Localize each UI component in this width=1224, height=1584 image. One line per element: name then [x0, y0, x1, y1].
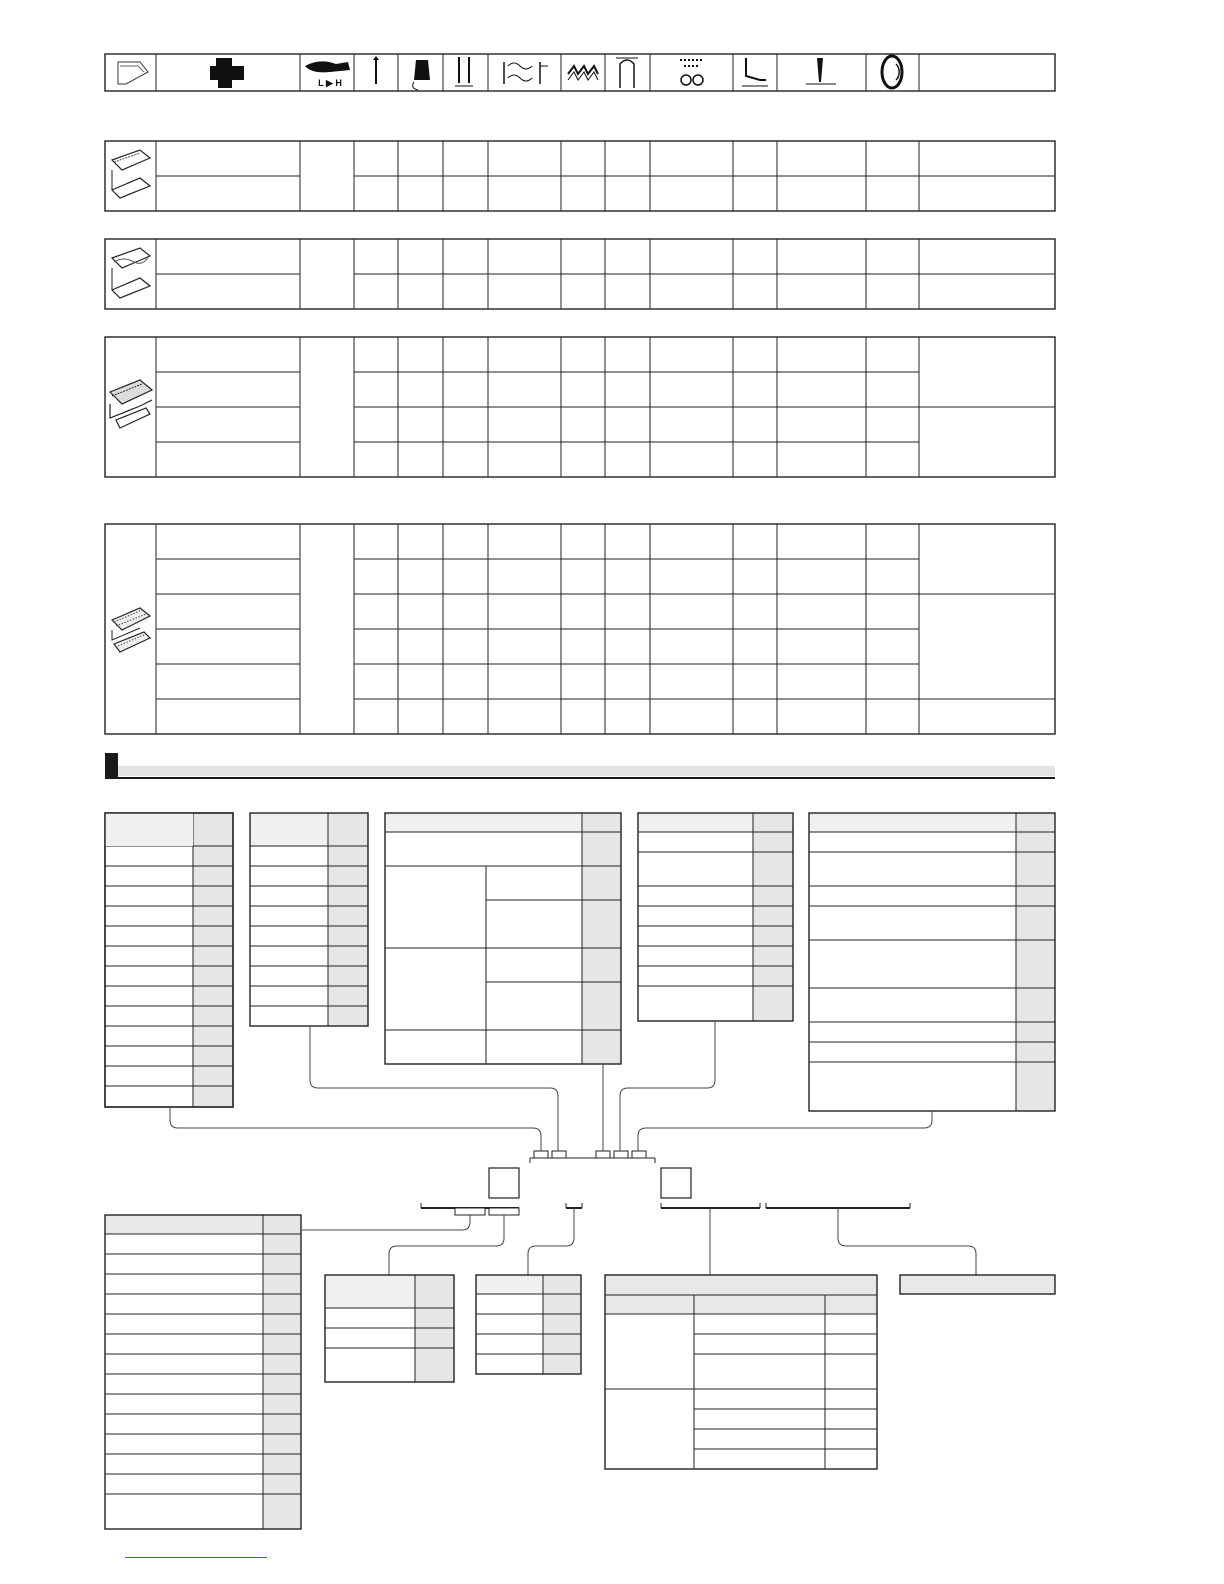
legend-box-a: [105, 813, 233, 1107]
needle-gauge-icon: [616, 58, 638, 88]
fabric-knit-icon: [112, 608, 150, 652]
fabric-medium-icon: [112, 248, 150, 298]
section-light-fabric: [105, 141, 1055, 211]
model-code-strip: [421, 1151, 910, 1215]
section-heavy-fabric: [105, 337, 1055, 477]
presser-foot-lift-icon: [305, 61, 350, 72]
machine-head-icon: [210, 58, 244, 88]
header-icon-row: [105, 54, 1055, 91]
handwheel-icon: [882, 56, 902, 88]
section-knit-fabric: [105, 524, 1055, 734]
stitch-pattern-icon: [568, 66, 598, 80]
legend-box-i: [605, 1275, 877, 1469]
fabric-fold-icon: [118, 62, 148, 84]
legend-box-f: [105, 1215, 301, 1529]
looper-thread-icon: [680, 60, 703, 85]
legend-box-g: [325, 1275, 454, 1382]
fabric-heavy-icon: [110, 380, 152, 428]
thread-spool-icon: [413, 60, 430, 90]
section-medium-fabric: [105, 239, 1055, 309]
lower-connectors: [302, 1208, 976, 1275]
needle-size-icon: [806, 58, 836, 84]
presser-foot-lift-label: L ▶ H: [318, 78, 342, 88]
connector-lines: [170, 1021, 932, 1152]
legend-box-c: [385, 813, 621, 1064]
stitch-width-icon: [504, 62, 548, 84]
legend-box-j: [900, 1275, 1055, 1294]
twin-needle-icon: [455, 57, 473, 86]
single-needle-icon: [373, 56, 379, 84]
fabric-light-icon: [112, 150, 150, 198]
footer-link-underline[interactable]: [125, 1557, 267, 1558]
legend-box-d: [638, 813, 793, 1021]
section-heading-bar: [105, 753, 1055, 779]
legend-box-b: [250, 813, 368, 1026]
presser-foot-height-icon: [742, 58, 768, 86]
legend-box-e: [809, 813, 1055, 1111]
legend-box-h: [476, 1275, 581, 1374]
